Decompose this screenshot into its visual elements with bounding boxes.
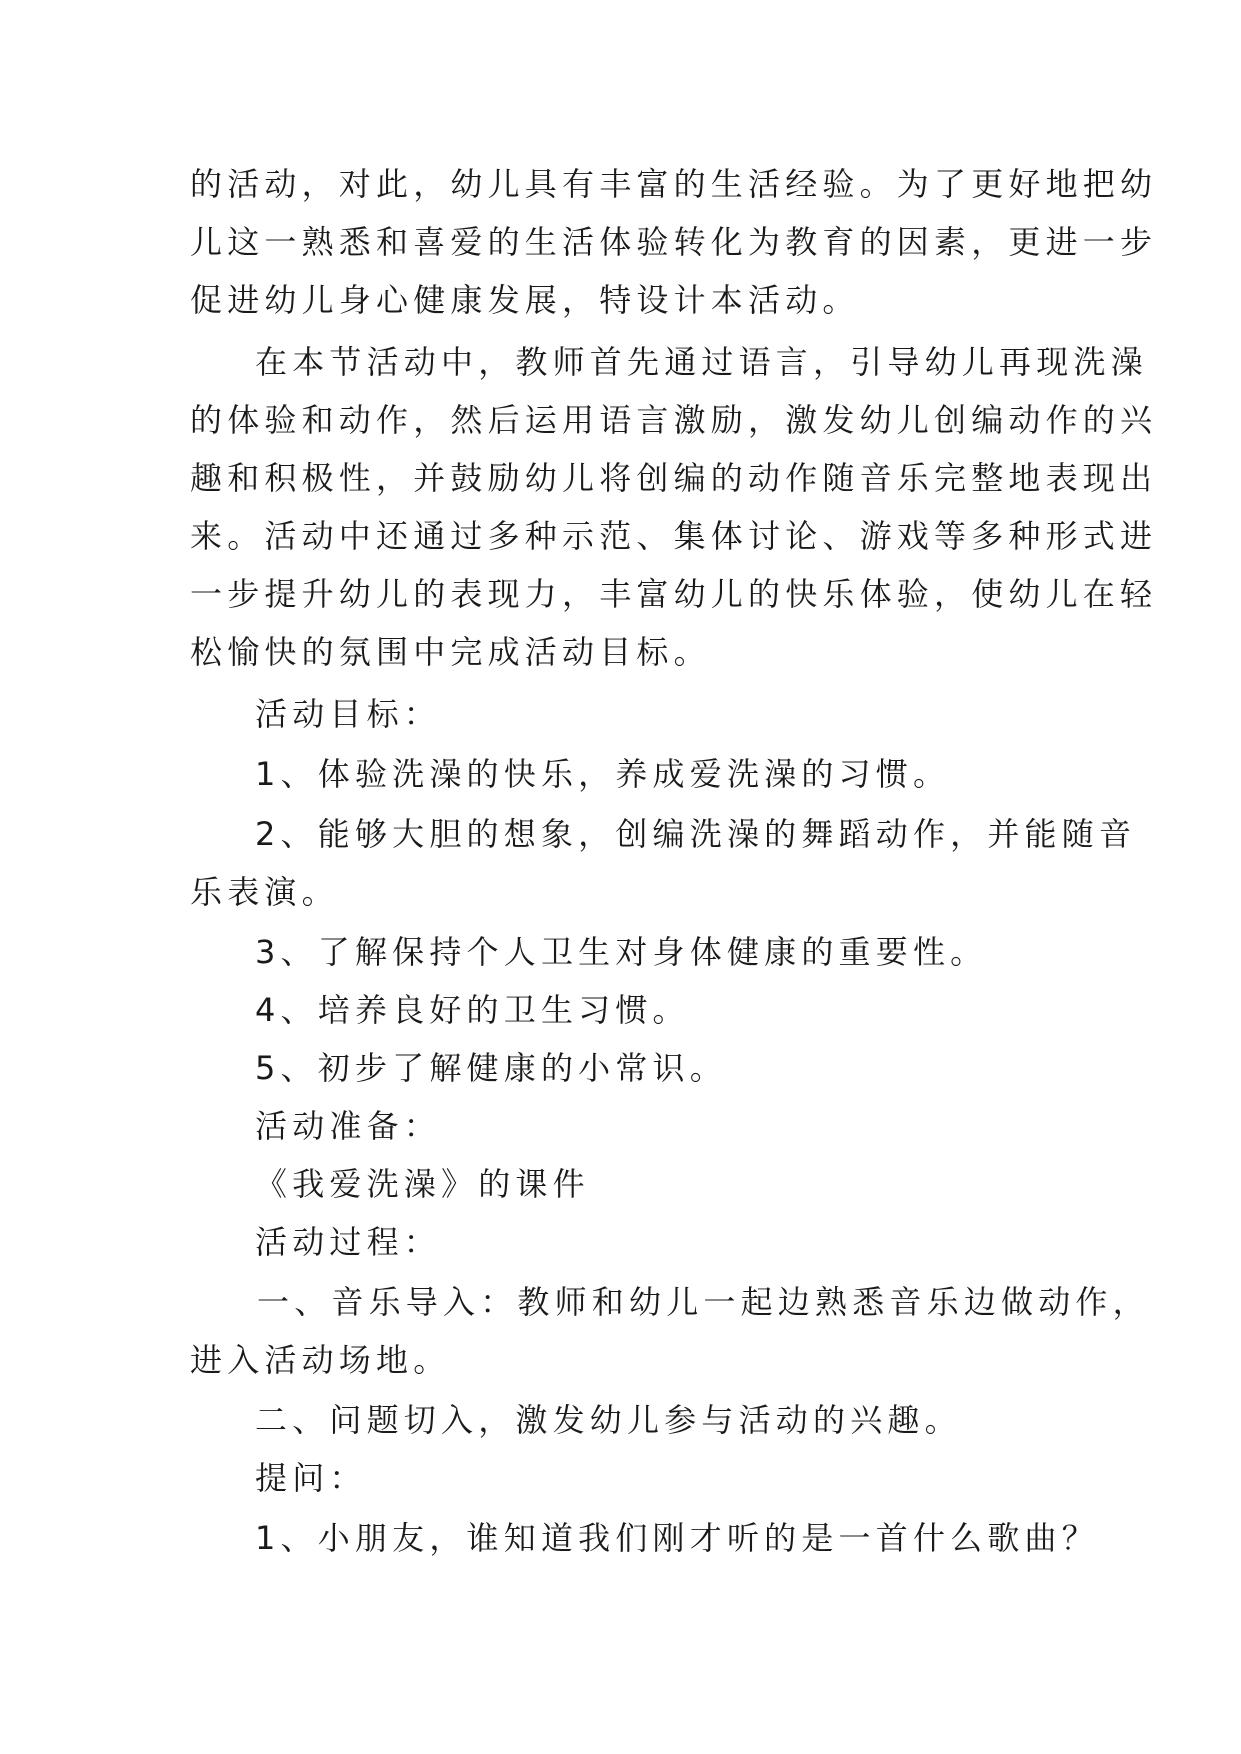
step-item-continuation: 进入活动场地。 (190, 1341, 451, 1379)
list-item: 1、体验洗澡的快乐，养成爱洗澡的习惯。 (255, 755, 951, 793)
paragraph-line: 促进幼儿身心健康发展，特设计本活动。 (190, 281, 860, 319)
step-item: 一、音乐导入：教师和幼儿一起边熟悉音乐边做动作， (257, 1283, 1150, 1321)
paragraph-line: 松愉快的氛围中完成活动目标。 (190, 633, 711, 671)
question-item: 1、小朋友，谁知道我们刚才听的是一首什么歌曲？ (255, 1519, 1099, 1557)
paragraph-line: 在本节活动中，教师首先通过语言，引导幼儿再现洗澡 (255, 343, 1148, 381)
paragraph-line: 儿这一熟悉和喜爱的生活体验转化为教育的因素，更进一步 (190, 223, 1158, 261)
list-item: 4、培养良好的卫生习惯。 (255, 991, 690, 1029)
step-item: 二、问题切入，激发幼儿参与活动的兴趣。 (255, 1401, 962, 1439)
list-item: 2、能够大胆的想象，创编洗澡的舞蹈动作，并能随音 (255, 815, 1137, 853)
paragraph-line: 一步提升幼儿的表现力，丰富幼儿的快乐体验，使幼儿在轻 (190, 575, 1158, 613)
paragraph-line: 《我爱洗澡》的课件 (255, 1165, 590, 1203)
section-heading: 活动准备： (255, 1107, 442, 1145)
paragraph-line: 的活动，对此，幼儿具有丰富的生活经验。为了更好地把幼 (190, 165, 1158, 203)
list-item-continuation: 乐表演。 (190, 873, 339, 911)
paragraph-line: 趣和积极性，并鼓励幼儿将创编的动作随音乐完整地表现出 (190, 459, 1158, 497)
section-heading: 活动目标： (255, 695, 442, 733)
section-label: 提问： (255, 1459, 367, 1497)
list-item: 5、初步了解健康的小常识。 (255, 1049, 727, 1087)
paragraph-line: 来。活动中还通过多种示范、集体讨论、游戏等多种形式进 (190, 517, 1158, 555)
list-item: 3、了解保持个人卫生对身体健康的重要性。 (255, 933, 988, 971)
section-heading: 活动过程： (255, 1223, 442, 1261)
paragraph-line: 的体验和动作，然后运用语言激励，激发幼儿创编动作的兴 (190, 401, 1158, 439)
